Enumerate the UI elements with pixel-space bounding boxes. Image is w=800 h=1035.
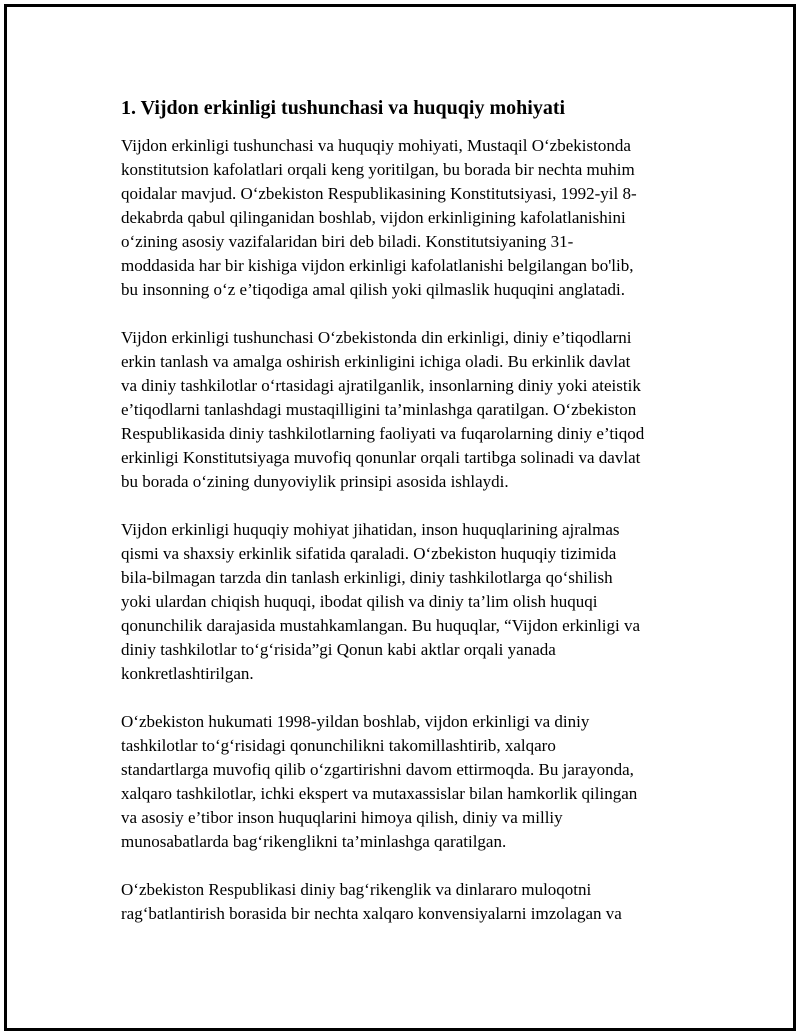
paragraph-2 <box>121 326 701 494</box>
text-line: standartlarga muvofiq qilib o‘zgartirishni davom ettirmoqda. Bu jarayonda, <box>121 760 634 779</box>
text-line: va diniy tashkilotlar o‘rtasidagi ajratilganlik, insonlarning diniy yoki ateistik <box>121 376 641 395</box>
text-line: xalqaro tashkilotlar, ichki ekspert va mutaxassislar bilan hamkorlik qilingan <box>121 784 638 803</box>
text-line: konkretlashtirilgan. <box>121 664 254 683</box>
text-line: e’tiqodlarni tanlashdagi mustaqilligini ta’minlashga qaratilgan. O‘zbekiston <box>121 400 637 419</box>
page-border <box>4 4 796 1031</box>
text-line: moddasida har bir kishiga vijdon erkinligi kafolatlanishi belgilangan bo'lib, <box>121 256 634 275</box>
text-line: erkinligi Konstitutsiyaga muvofiq qonunlar orqali tartibga solinadi va davlat <box>121 448 641 467</box>
paragraph-5 <box>121 878 701 926</box>
text-line: qismi va shaxsiy erkinlik sifatida qaraladi. O‘zbekiston huquqiy tizimida <box>121 544 617 563</box>
text-line: Respublikasida diniy tashkilotlarning faoliyati va fuqarolarning diniy e’tiqod <box>121 424 645 443</box>
text-line: O‘zbekiston Respublikasi diniy bag‘rikenglik va dinlararo muloqotni <box>121 880 592 899</box>
section-heading: 1. Vijdon erkinligi tushunchasi va huquqiy mohiyati <box>121 97 566 119</box>
text-line: qoidalar mavjud. O‘zbekiston Respublikasining Konstitutsiyasi, 1992-yil 8- <box>121 184 637 203</box>
text-line: bu insonning o‘z e’tiqodiga amal qilish yoki qilmaslik huquqini anglatadi. <box>121 280 625 299</box>
text-line: yoki ulardan chiqish huquqi, ibodat qilish va diniy ta’lim olish huquqi <box>121 592 598 611</box>
text-line: erkin tanlash va amalga oshirish erkinligini ichiga oladi. Bu erkinlik davlat <box>121 352 631 371</box>
text-line: va asosiy e’tibor inson huquqlarini himoya qilish, diniy va milliy <box>121 808 563 827</box>
text-line: Vijdon erkinligi tushunchasi O‘zbekistonda din erkinligi, diniy e’tiqodlarni <box>121 328 632 347</box>
text-line: tashkilotlar to‘g‘risidagi qonunchilikni takomillashtirib, xalqaro <box>121 736 556 755</box>
text-line: O‘zbekiston hukumati 1998-yildan boshlab, vijdon erkinligi va diniy <box>121 712 590 731</box>
text-line: rag‘batlantirish borasida bir nechta xalqaro konvensiyalarni imzolagan va <box>121 904 622 923</box>
paragraph-1 <box>121 134 701 302</box>
text-line: bila-bilmagan tarzda din tanlash erkinligi, diniy tashkilotlarga qo‘shilish <box>121 568 613 587</box>
text-line: konstitutsion kafolatlari orqali keng yoritilgan, bu borada bir nechta muhim <box>121 160 635 179</box>
paragraph-4 <box>121 710 701 854</box>
text-line: qonunchilik darajasida mustahkamlangan. Bu huquqlar, “Vijdon erkinligi va <box>121 616 641 635</box>
paragraph-3 <box>121 518 701 686</box>
text-line: bu borada o‘zining dunyoviylik prinsipi asosida ishlaydi. <box>121 472 509 491</box>
text-line: diniy tashkilotlar to‘g‘risida”gi Qonun kabi aktlar orqali yanada <box>121 640 556 659</box>
text-line: dekabrda qabul qilinganidan boshlab, vijdon erkinligining kafolatlanishini <box>121 208 626 227</box>
text-line: Vijdon erkinligi huquqiy mohiyat jihatidan, inson huquqlarining ajralmas <box>121 520 620 539</box>
text-line: o‘zining asosiy vazifalaridan biri deb biladi. Konstitutsiyaning 31- <box>121 232 574 251</box>
document-body <box>121 96 701 950</box>
text-line: munosabatlarda bag‘rikenglikni ta’minlashga qaratilgan. <box>121 832 507 851</box>
text-line: Vijdon erkinligi tushunchasi va huquqiy mohiyati, Mustaqil O‘zbekistonda <box>121 136 631 155</box>
